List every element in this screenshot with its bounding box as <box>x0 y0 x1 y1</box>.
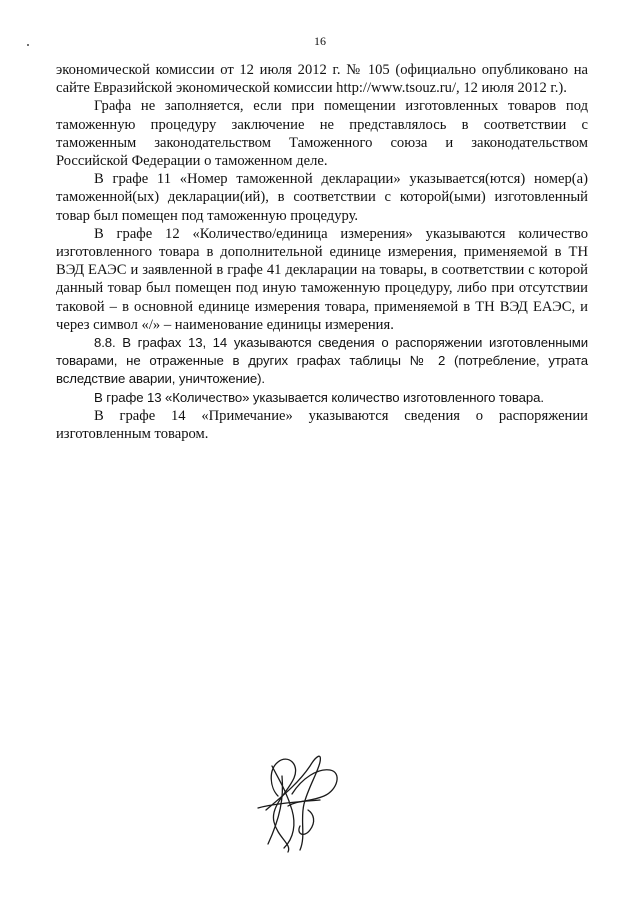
document-body <box>56 61 588 443</box>
paragraph-column-12: В графе 12 «Количество/единица измерения» указываются количество изготовленного товара в дополнительной единице измерения, применяемой в ТН ВЭД ЕАЭС и заявленной в графе 41 декларации на товары, в соответствии с которой данный товар был помещен под иную таможенную процедуру, либо при отсутствии таковой – в основной единице измерения товара, применяемой в ТН ВЭД ЕАЭС, и через символ «/» – наименование единицы измерения. <box>56 225 588 333</box>
paragraph-column-11: В графе 11 «Номер таможенной декларации» указывается(ются) номер(а) таможенной(ых) декларации(ий), в соответствии с которой(ыми) изготовленный товар был помещен под таможенную процедуру. <box>56 171 588 224</box>
handwritten-signature <box>248 748 344 858</box>
paragraph-column-empty: Графа не заполняется, если при помещении изготовленных товаров под таможенную процедуру заключение не представлялось в соответствии с таможенным законодательством Таможенного союза и законодательством Российской Федерации о таможенном деле. <box>56 98 588 170</box>
paragraph-8-8: 8.8. В графах 13, 14 указываются сведения о распоряжении изготовленными товарами, не отраженные в других графах таблицы № 2 (потребление, утрата вследствие аварии, уничтожение). <box>56 335 588 387</box>
paragraph-column-14: В графе 14 «Примечание» указываются сведения о распоряжении изготовленным товаром. <box>56 407 588 443</box>
paragraph-continuation: экономической комиссии от 12 июля 2012 г. № 105 (официально опубликовано на сайте Евразийской экономической комиссии http://www.tsouz.ru/, 12 июля 2012 г.). <box>56 62 588 97</box>
page-number: 16 <box>314 34 326 48</box>
paragraph-column-13: В графе 13 «Количество» указывается количество изготовленного товара. <box>94 389 544 405</box>
